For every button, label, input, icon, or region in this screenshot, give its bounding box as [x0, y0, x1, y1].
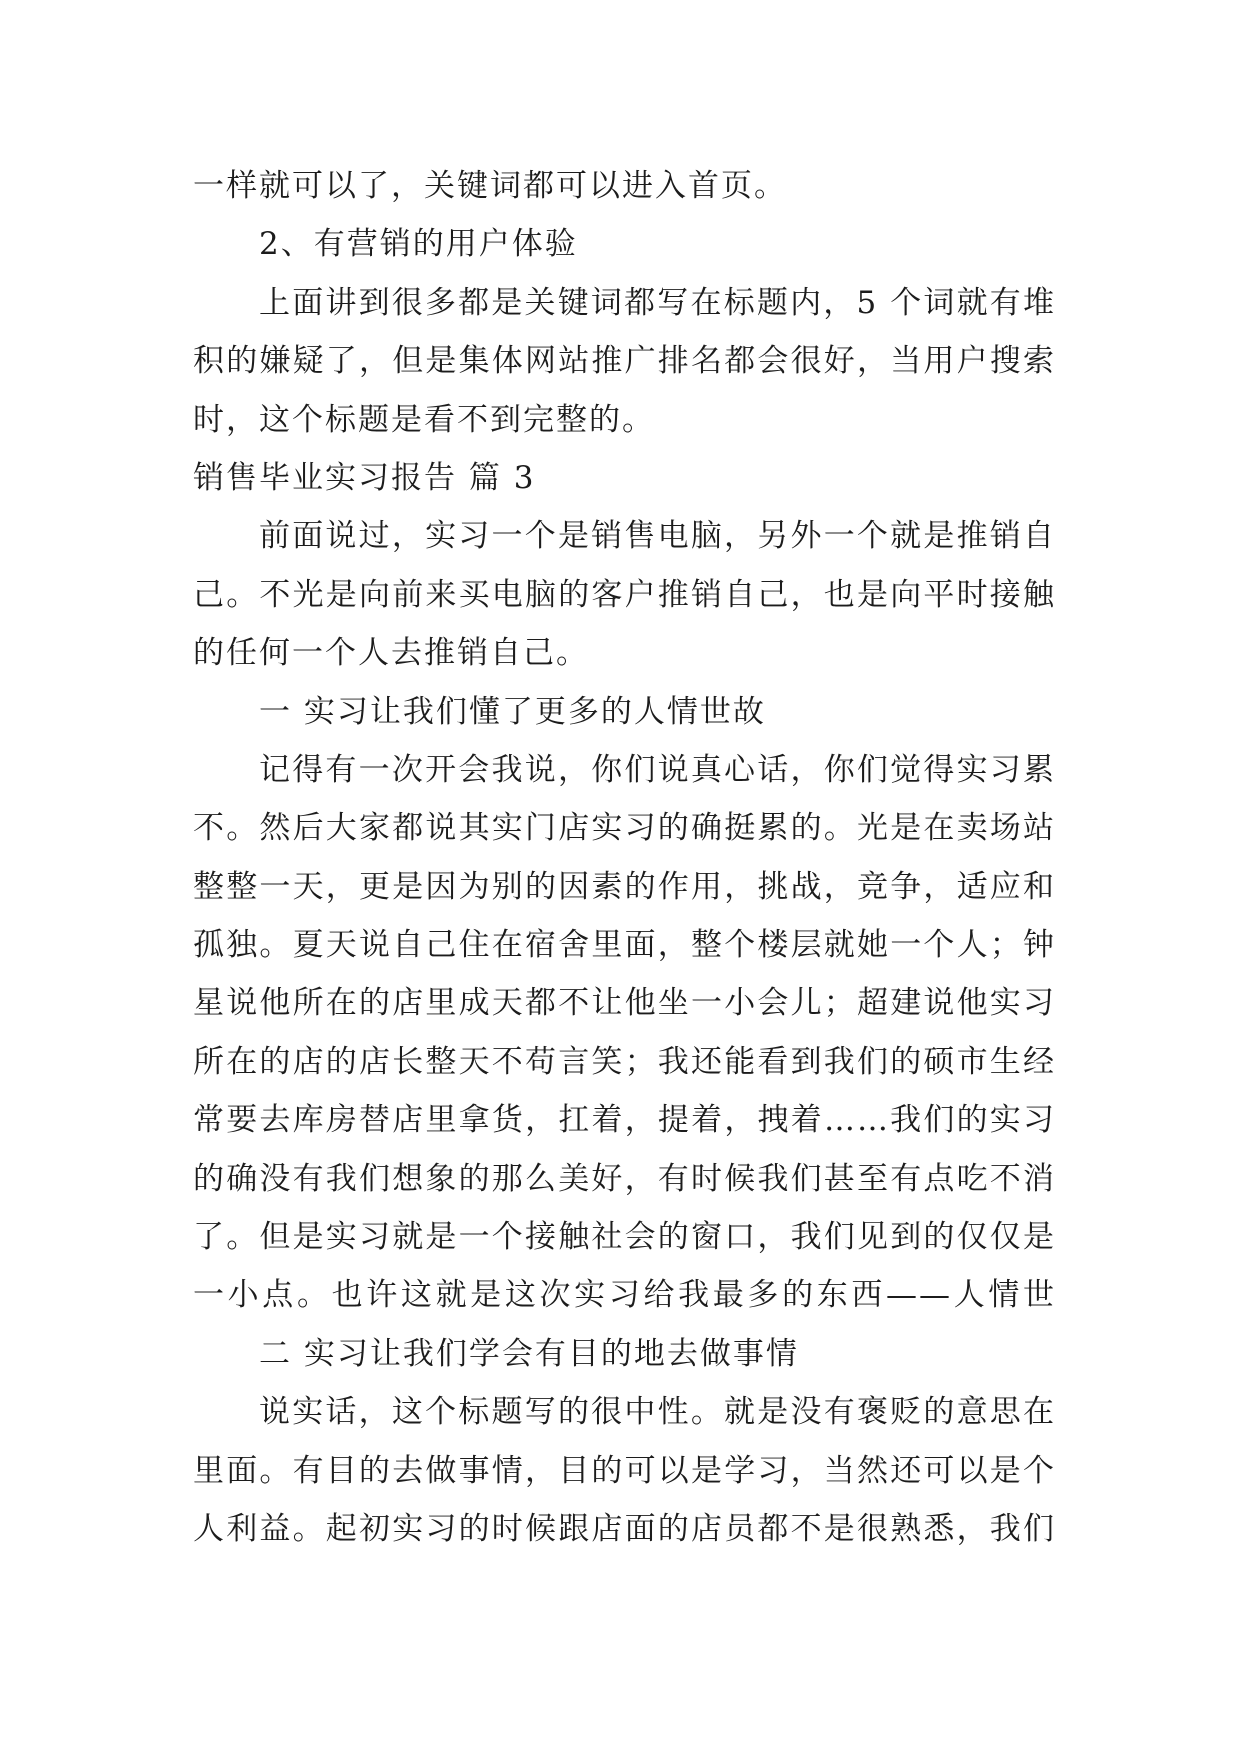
- text-line: 积的嫌疑了，但是集体网站推广排名都会很好，当用户搜索: [193, 343, 1056, 380]
- paragraph: [193, 741, 1056, 1325]
- text-line: 记得有一次开会我说，你们说真心话，你们觉得实习累: [259, 751, 1056, 788]
- text-line: 时，这个标题是看不到完整的。: [193, 401, 655, 438]
- subheading-text: 2、有营销的用户体验: [259, 226, 578, 263]
- text-line: 星说他所在的店里成天都不让他坐一小会儿；超建说他实习: [193, 985, 1056, 1022]
- text-line: 里面。有目的去做事情，目的可以是学习，当然还可以是个: [193, 1452, 1056, 1489]
- paragraph: [193, 157, 1056, 215]
- subheading-text: 一 实习让我们懂了更多的人情世故: [259, 693, 766, 730]
- text-line: 一样就可以了，关键词都可以进入首页。: [193, 168, 787, 204]
- text-line: 上面讲到很多都是关键词都写在标题内，5 个词就有堆: [259, 284, 1056, 321]
- paragraph: [193, 274, 1056, 449]
- paragraph: [193, 507, 1056, 682]
- text-line: 的确没有我们想象的那么美好，有时候我们甚至有点吃不消: [193, 1160, 1056, 1197]
- subheading: [193, 215, 1056, 273]
- document-body: [193, 157, 1056, 1558]
- section-heading: [193, 449, 1056, 507]
- text-line: 一小点。也许这就是这次实习给我最多的东西——人情世: [193, 1277, 1056, 1314]
- section-heading-text: 销售毕业实习报告 篇 3: [193, 459, 536, 496]
- subheading: [193, 683, 1056, 741]
- text-line: 己。不光是向前来买电脑的客户推销自己，也是向平时接触: [193, 576, 1056, 613]
- text-line: 说实话，这个标题写的很中性。就是没有褒贬的意思在: [259, 1394, 1056, 1431]
- text-line: 不。然后大家都说其实门店实习的确挺累的。光是在卖场站: [193, 810, 1056, 847]
- subheading: [193, 1325, 1056, 1383]
- text-line: 整整一天，更是因为别的因素的作用，挑战，竞争，适应和: [193, 868, 1056, 905]
- text-line: 的任何一个人去推销自己。: [193, 635, 589, 672]
- text-line: 前面说过，实习一个是销售电脑，另外一个就是推销自: [259, 518, 1056, 555]
- text-line: 常要去库房替店里拿货，扛着，提着，拽着……我们的实习: [193, 1102, 1056, 1139]
- text-line: 孤独。夏天说自己住在宿舍里面，整个楼层就她一个人；钟: [193, 927, 1056, 964]
- paragraph: [193, 1383, 1056, 1558]
- text-line: 了。但是实习就是一个接触社会的窗口，我们见到的仅仅是: [193, 1219, 1056, 1256]
- text-line: 人利益。起初实习的时候跟店面的店员都不是很熟悉，我们: [193, 1510, 1056, 1547]
- subheading-text: 二 实习让我们学会有目的地去做事情: [259, 1335, 799, 1372]
- text-line: 所在的店的店长整天不苟言笑；我还能看到我们的硕市生经: [193, 1043, 1056, 1080]
